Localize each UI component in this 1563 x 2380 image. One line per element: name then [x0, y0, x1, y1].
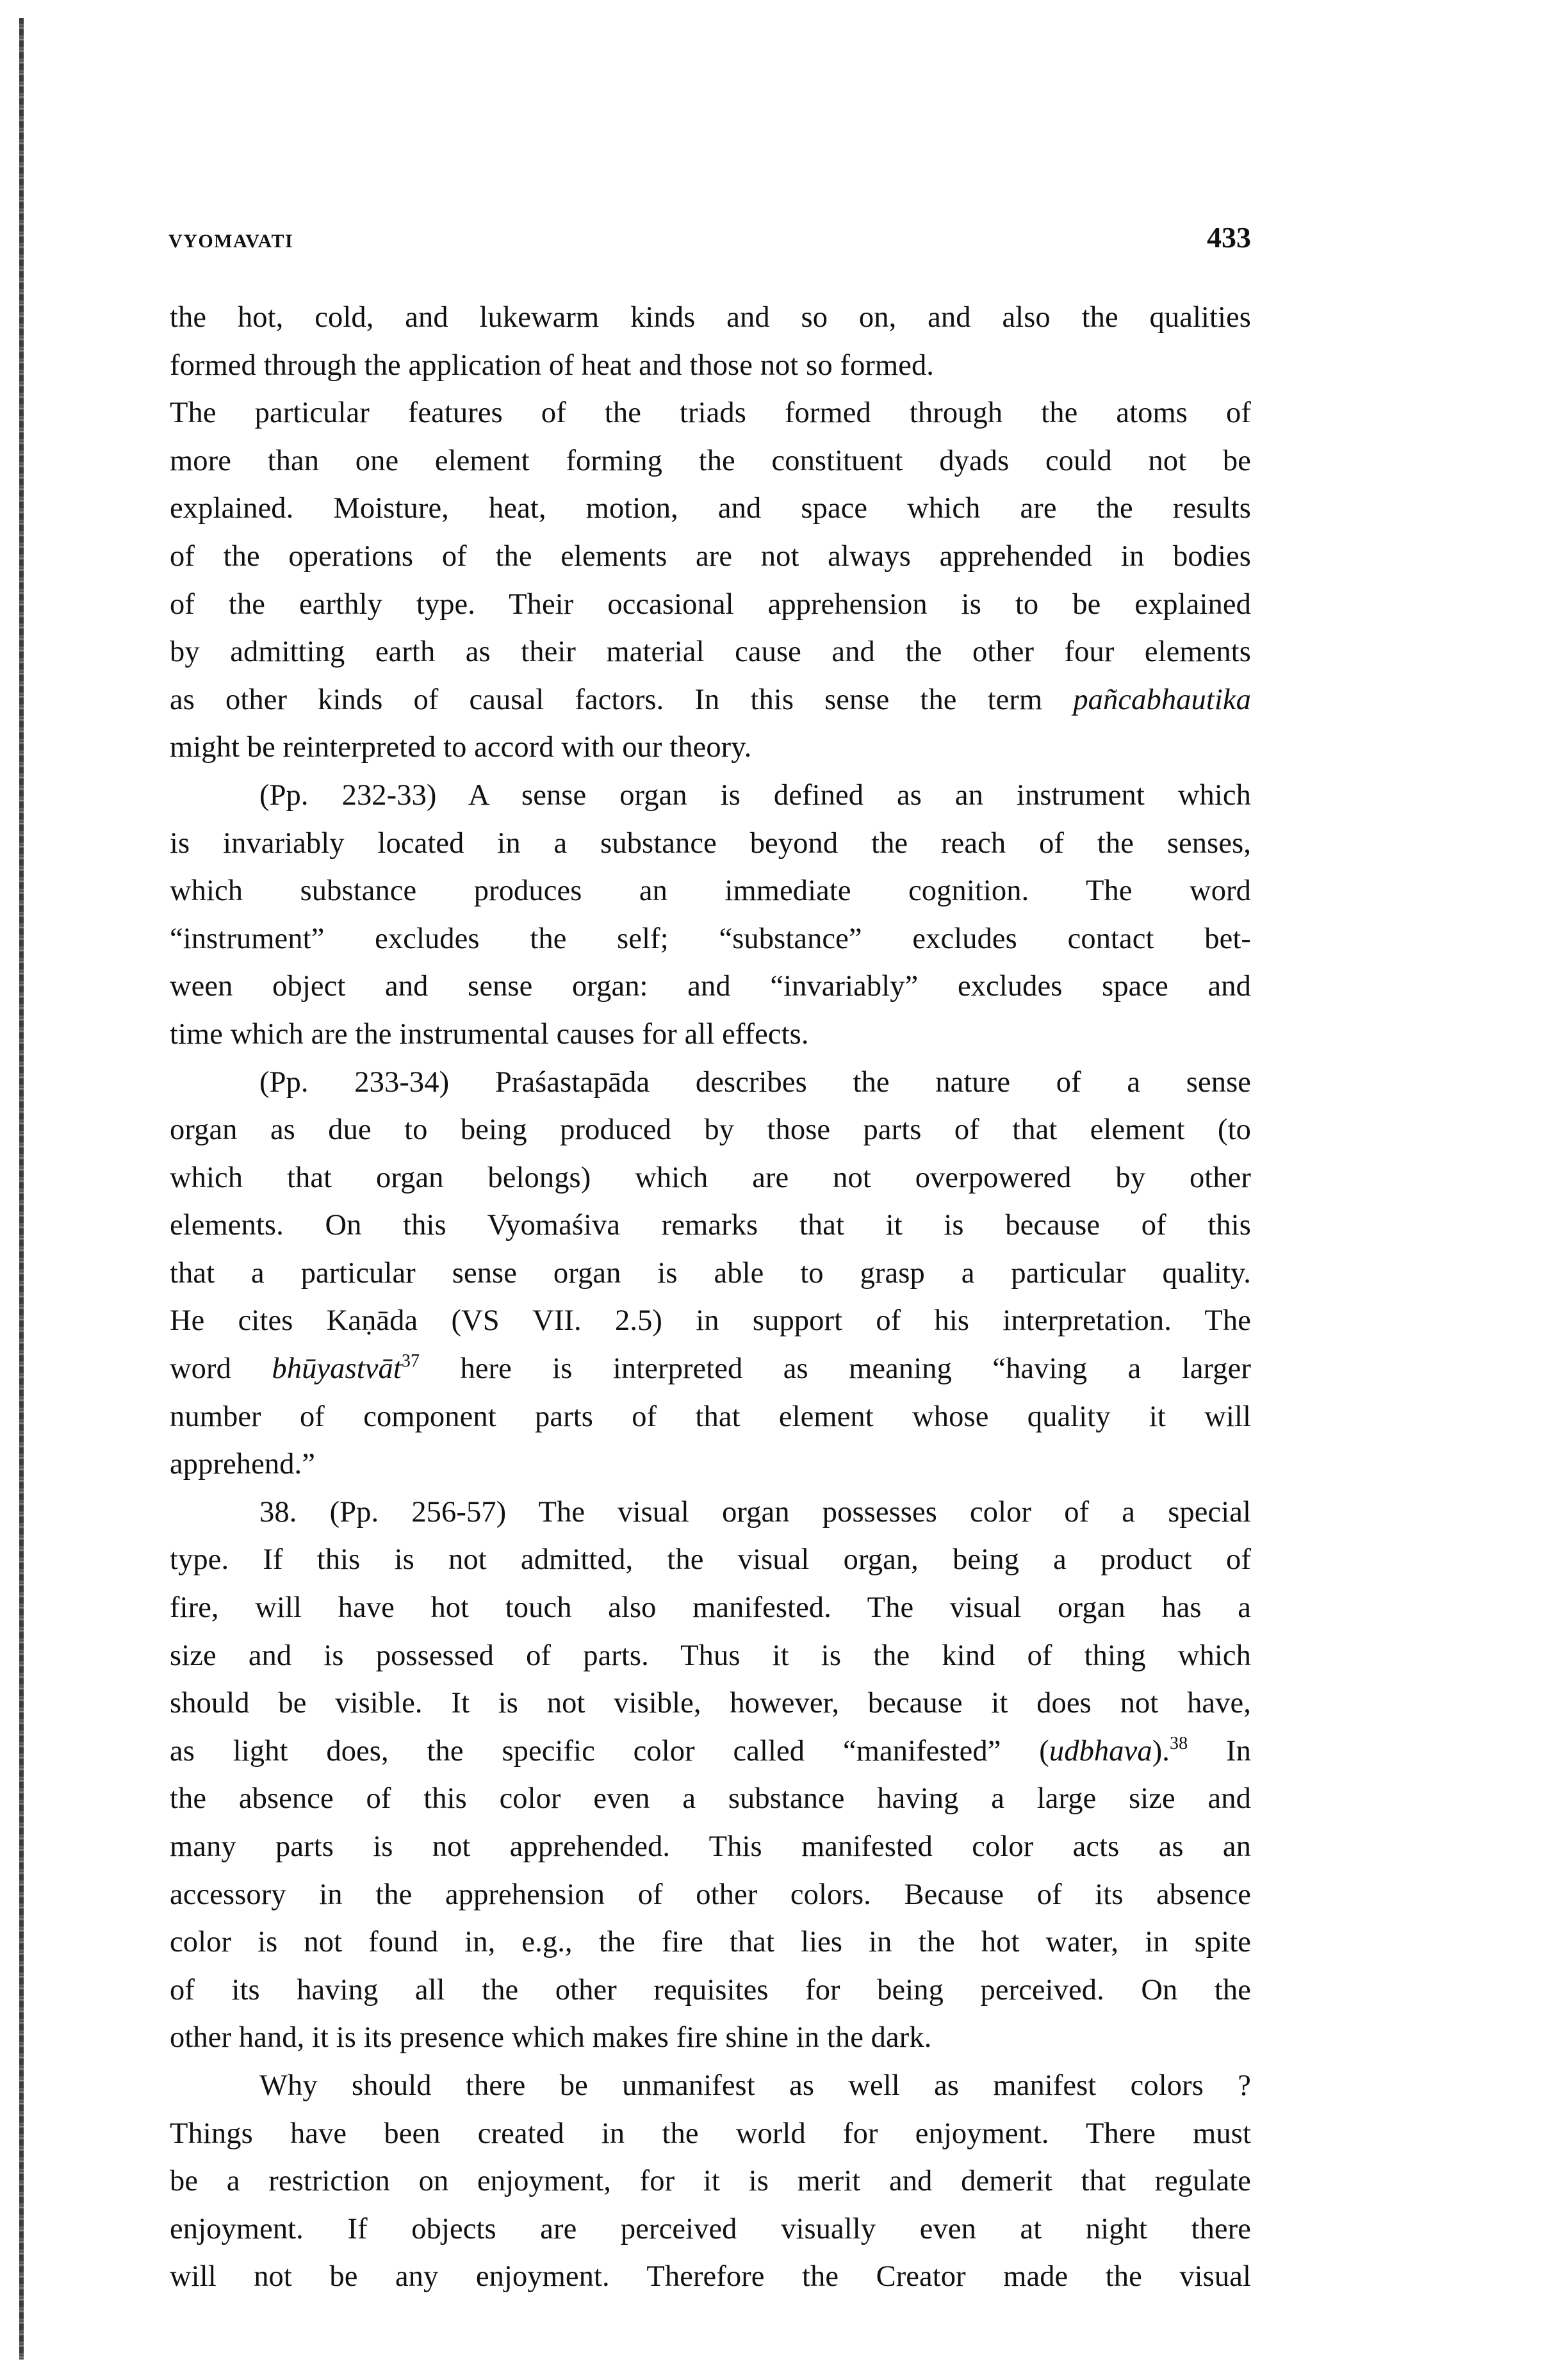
text-line: The particular features of the triads formed through the atoms of: [170, 397, 1251, 430]
text-line: as other kinds of causal factors. In this sense the term pañcabhautika: [170, 683, 1251, 716]
text-line: color is not found in, e.g., the fire that lies in the hot water, in spite: [170, 1926, 1251, 1959]
footnote-ref: 37: [401, 1351, 420, 1372]
text-line: is invariably located in a substance beyond the reach of the senses,: [170, 826, 1251, 860]
text-line: apprehend.”: [170, 1448, 316, 1481]
text-line: ween object and sense organ: and “invariably” excludes space and: [170, 970, 1251, 1003]
text-line: “instrument” excludes the self; “substance” excludes contact bet-: [170, 922, 1251, 955]
running-title: VYOMAVATI: [168, 231, 294, 252]
text-line: explained. Moisture, heat, motion, and space which are the results: [170, 492, 1251, 525]
text-line: Things have been created in the world for enjoyment. There must: [170, 2117, 1251, 2150]
text-line: enjoyment. If objects are perceived visually even at night there: [170, 2212, 1251, 2245]
text-line: that a particular sense organ is able to grasp a particular quality.: [170, 1256, 1251, 1290]
page-number: 433: [1207, 221, 1251, 254]
text-line: should be visible. It is not visible, however, because it does not have,: [170, 1687, 1251, 1720]
text-line: fire, will have hot touch also manifested. The visual organ has a: [170, 1591, 1251, 1625]
text-line: He cites Kaṇāda (VS VII. 2.5) in support of his interpretation. The: [170, 1304, 1251, 1338]
text-line: organ as due to being produced by those parts of that element (to: [170, 1113, 1251, 1147]
text-line: type. If this is not admitted, the visual organ, being a product of: [170, 1543, 1251, 1577]
text-line: more than one element forming the constituent dyads could not be: [170, 444, 1251, 477]
text-line: of the earthly type. Their occasional apprehension is to be explained: [170, 587, 1251, 621]
text-line: formed through the application of heat and those not so formed.: [170, 349, 935, 382]
text-line: word bhūyastvāt$^{37}$ here is interpreted as meaning “having a larger: [170, 1351, 1251, 1386]
running-head: [168, 221, 1251, 258]
text-line: the hot, cold, and lukewarm kinds and so on, and also the qualities: [170, 301, 1251, 334]
text-line: as light does, the specific color called “manifested” (udbhava).$^{38}$ In: [170, 1733, 1251, 1768]
italic-term: udbhava: [1049, 1734, 1152, 1768]
paragraph-start-line: (Pp. 233-34) Praśastapāda describes the nature of a sense: [259, 1065, 1251, 1099]
italic-term: pañcabhautika: [1073, 683, 1251, 716]
text-line: of its having all the other requisites for being perceived. On the: [170, 1973, 1251, 2007]
paragraph-start-line: (Pp. 232-33) A sense organ is defined as an instrument which: [259, 778, 1251, 812]
text-line: other hand, it is its presence which makes fire shine in the dark.: [170, 2021, 932, 2055]
text-line: might be reinterpreted to accord with our theory.: [170, 731, 752, 764]
italic-term: bhūyastvāt: [272, 1352, 402, 1386]
text-line: elements. On this Vyomaśiva remarks that it is because of this: [170, 1209, 1251, 1242]
text-line: which that organ belongs) which are not overpowered by other: [170, 1161, 1251, 1194]
text-line: number of component parts of that element whose quality it will: [170, 1400, 1251, 1433]
text-line: be a restriction on enjoyment, for it is merit and demerit that regulate: [170, 2165, 1251, 2198]
text-line: accessory in the apprehension of other colors. Because of its absence: [170, 1878, 1251, 1911]
footnote-ref: 38: [1170, 1733, 1188, 1753]
text-line: size and is possessed of parts. Thus it is the kind of thing which: [170, 1639, 1251, 1672]
text-line: will not be any enjoyment. Therefore the Creator made the visual: [170, 2260, 1251, 2294]
body-text: [170, 299, 1251, 2306]
text-line: by admitting earth as their material cause and the other four elements: [170, 636, 1251, 669]
text-line: many parts is not apprehended. This manifested color acts as an: [170, 1830, 1251, 1863]
text-line: which substance produces an immediate cognition. The word: [170, 874, 1251, 908]
text-line: time which are the instrumental causes for all effects.: [170, 1017, 809, 1051]
text-line: the absence of this color even a substance having a large size and: [170, 1782, 1251, 1816]
paragraph-start-line: 38. (Pp. 256-57) The visual organ possesses color of a special: [259, 1495, 1251, 1529]
scan-left-border: [19, 18, 24, 2359]
paragraph-start-line: Why should there be unmanifest as well as manifest colors ?: [259, 2069, 1251, 2102]
text-line: of the operations of the elements are not always apprehended in bodies: [170, 539, 1251, 573]
